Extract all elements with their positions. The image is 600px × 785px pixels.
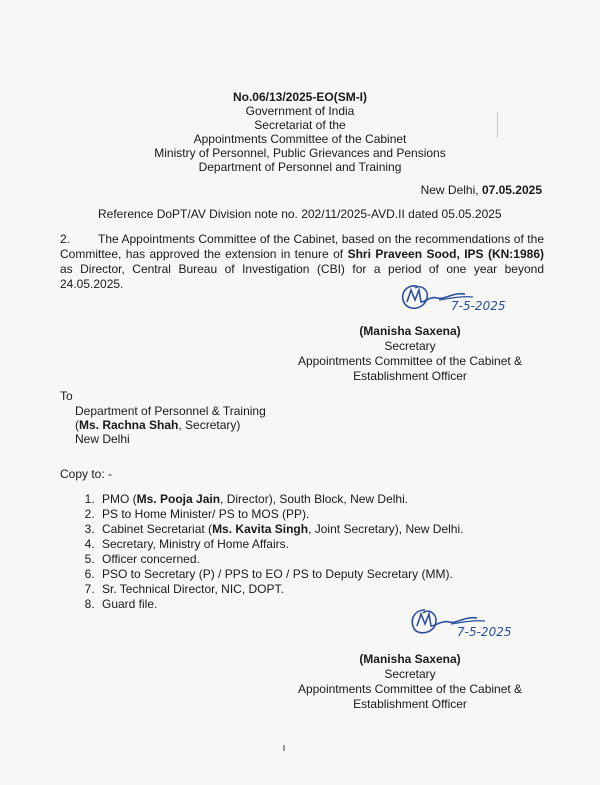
signatory-title: Secretary: [384, 667, 436, 681]
list-item: 5. Officer concerned.: [98, 552, 463, 567]
scan-mark: [283, 745, 285, 751]
to-line: (Ms. Rachna Shah, Secretary): [75, 418, 241, 432]
to-line: Department of Personnel & Training: [75, 404, 266, 418]
para-text: The Appointments Committee of the Cabinet, based on the recommendations of the Committee, has approved the extension in tenure of: [60, 232, 544, 261]
signature-date: 7-5-2025: [451, 299, 506, 313]
copy-to-label: Copy to: -: [60, 467, 113, 481]
signatory-title: Establishment Officer: [353, 697, 467, 711]
signature-date: 7-5-2025: [457, 625, 512, 639]
signatory-title: Secretary: [384, 339, 436, 353]
signatory-name: (Manisha Saxena): [359, 324, 461, 338]
signature-image: [395, 278, 535, 320]
header-line: Secretariat of the: [254, 118, 346, 132]
list-item: 1. PMO (Ms. Pooja Jain, Director), South Block, New Delhi.: [98, 492, 463, 507]
header-line: Ministry of Personnel, Public Grievances and Pensions: [154, 146, 446, 160]
signatory-title: Establishment Officer: [353, 369, 467, 383]
recipient-name: Ms. Rachna Shah: [79, 418, 179, 432]
reference-line: Reference DoPT/AV Division note no. 202/11/2025-AVD.II dated 05.05.2025: [98, 207, 502, 221]
signatory-title: Appointments Committee of the Cabinet &: [297, 682, 523, 696]
officer-name: Shri Praveen Sood, IPS (KN:1986): [347, 247, 544, 261]
header-line: Government of India: [245, 104, 355, 118]
date: 07.05.2025: [481, 183, 542, 197]
list-item: 4. Secretary, Ministry of Home Affairs.: [98, 537, 463, 552]
place: New Delhi,: [420, 183, 482, 197]
to-label: To: [60, 389, 73, 403]
header-line: Department of Personnel and Training: [198, 160, 402, 174]
file-number: No.06/13/2025-EO(SM-I): [232, 90, 368, 104]
signatory-name: (Manisha Saxena): [359, 652, 461, 666]
copy-to-list: [70, 492, 463, 612]
place-date: [421, 183, 542, 198]
para-text: as Director, Central Bureau of Investigation (CBI) for a period of one year beyond 24.05.2025.: [60, 262, 544, 291]
para-number: 2.: [60, 232, 71, 246]
list-item: 6. PSO to Secretary (P) / PPS to EO / PS to Deputy Secretary (MM).: [98, 567, 463, 582]
signatory-block: [290, 652, 530, 712]
signatory-block: [290, 324, 530, 384]
list-item: 7. Sr. Technical Director, NIC, DOPT.: [98, 582, 463, 597]
signature-image: [405, 602, 545, 644]
list-item: 2. PS to Home Minister/ PS to MOS (PP).: [98, 507, 463, 522]
signatory-title: Appointments Committee of the Cabinet &: [297, 354, 523, 368]
list-item: 3. Cabinet Secretariat (Ms. Kavita Singh, Joint Secretary), New Delhi.: [98, 522, 463, 537]
list-item: 8. Guard file.: [98, 597, 463, 612]
to-line: New Delhi: [75, 432, 130, 446]
header-line: Appointments Committee of the Cabinet: [193, 132, 407, 146]
